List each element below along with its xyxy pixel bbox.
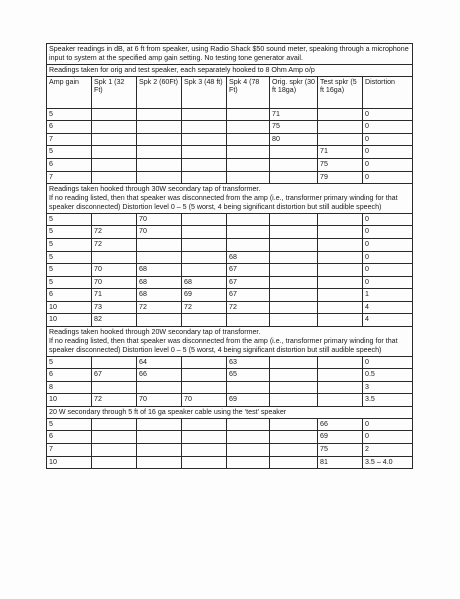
cell-distortion: 0	[363, 251, 413, 264]
cell-spk4	[227, 146, 270, 159]
cell-spk3: 68	[182, 276, 227, 289]
cell-test-spkr: 69	[318, 431, 363, 444]
section-note-row	[47, 64, 413, 76]
cell-spk2	[137, 133, 182, 146]
cell-test-spkr: 75	[318, 158, 363, 171]
cell-distortion: 1	[363, 289, 413, 302]
cell-spk3	[182, 238, 227, 251]
cell-spk4	[227, 238, 270, 251]
cell-spk1: 72	[92, 226, 137, 239]
cell-spk2: 68	[137, 264, 182, 277]
cell-amp-gain: 5	[47, 146, 92, 159]
table-row	[47, 264, 413, 277]
cell-spk3	[182, 456, 227, 469]
cell-amp-gain: 6	[47, 431, 92, 444]
section-note-orig: Readings taken for orig and test speaker, each separately hooked to 8 Ohm Amp o/p	[47, 64, 413, 76]
cell-amp-gain: 7	[47, 171, 92, 184]
cell-orig-spkr	[270, 356, 318, 369]
cell-spk3	[182, 381, 227, 394]
cell-spk3: 70	[182, 394, 227, 407]
table-row	[47, 146, 413, 159]
cell-spk3	[182, 133, 227, 146]
cell-spk3	[182, 264, 227, 277]
cell-distortion: 4	[363, 314, 413, 327]
table-row	[47, 213, 413, 226]
cell-spk1	[92, 431, 137, 444]
cell-spk3	[182, 251, 227, 264]
cell-spk4	[227, 381, 270, 394]
cell-amp-gain: 6	[47, 289, 92, 302]
rows-cable-group	[47, 418, 413, 468]
cell-spk1	[92, 146, 137, 159]
cell-distortion: 2	[363, 444, 413, 457]
section-20w-line1: Readings taken hooked through 20W secondary tap of transformer.	[49, 328, 261, 337]
cell-test-spkr	[318, 226, 363, 239]
cell-spk2: 70	[137, 213, 182, 226]
col-header-spk2: Spk 2 (60Ft)	[137, 76, 182, 108]
cell-spk4	[227, 431, 270, 444]
cell-spk3	[182, 171, 227, 184]
cell-spk3	[182, 158, 227, 171]
table-row	[47, 381, 413, 394]
section-30w-note	[47, 184, 413, 214]
cell-distortion: 0	[363, 226, 413, 239]
cell-amp-gain: 10	[47, 394, 92, 407]
cell-distortion: 0.5	[363, 369, 413, 382]
cell-test-spkr	[318, 121, 363, 134]
cell-spk2: 66	[137, 369, 182, 382]
cell-distortion: 0	[363, 276, 413, 289]
cell-spk2: 70	[137, 226, 182, 239]
cell-distortion: 3.5	[363, 394, 413, 407]
cell-distortion: 0	[363, 158, 413, 171]
cell-orig-spkr	[270, 171, 318, 184]
cell-amp-gain: 5	[47, 276, 92, 289]
cell-spk4	[227, 456, 270, 469]
cell-amp-gain: 5	[47, 251, 92, 264]
table-row	[47, 369, 413, 382]
cell-spk1	[92, 444, 137, 457]
cell-spk1	[92, 356, 137, 369]
cell-spk3	[182, 431, 227, 444]
cell-orig-spkr	[270, 369, 318, 382]
section-20w-note	[47, 327, 413, 357]
cell-test-spkr	[318, 289, 363, 302]
section-20w-line2: If no reading listed, then that speaker was disconnected from the amp (i.e., transformer primary winding for that speaker disconnected) Distortion level 0 – 5 (5 worst, 4 being significant distortion but still audible speech)	[49, 336, 398, 354]
rows-30w-group	[47, 213, 413, 326]
table-row	[47, 121, 413, 134]
table-row	[47, 444, 413, 457]
cell-orig-spkr	[270, 289, 318, 302]
cell-distortion: 0	[363, 146, 413, 159]
cell-distortion: 4	[363, 301, 413, 314]
cell-spk2	[137, 158, 182, 171]
cell-spk1: 73	[92, 301, 137, 314]
cell-spk3: 69	[182, 289, 227, 302]
cell-amp-gain: 7	[47, 444, 92, 457]
cell-orig-spkr	[270, 456, 318, 469]
cell-distortion: 0	[363, 133, 413, 146]
cell-spk4	[227, 444, 270, 457]
cell-spk4	[227, 133, 270, 146]
cell-orig-spkr	[270, 381, 318, 394]
cell-test-spkr	[318, 133, 363, 146]
cell-orig-spkr	[270, 301, 318, 314]
cell-spk3	[182, 356, 227, 369]
cell-spk3	[182, 146, 227, 159]
cell-orig-spkr	[270, 238, 318, 251]
cell-spk1: 72	[92, 238, 137, 251]
cell-spk2: 72	[137, 301, 182, 314]
rows-orig-group	[47, 108, 413, 184]
cell-spk1	[92, 108, 137, 121]
cell-distortion: 3.5 – 4.0	[363, 456, 413, 469]
cell-test-spkr	[318, 369, 363, 382]
cell-test-spkr	[318, 381, 363, 394]
cell-spk1	[92, 418, 137, 431]
cell-orig-spkr	[270, 431, 318, 444]
cell-spk1	[92, 158, 137, 171]
cell-amp-gain: 6	[47, 158, 92, 171]
cell-test-spkr: 81	[318, 456, 363, 469]
cell-spk2	[137, 444, 182, 457]
cell-spk1: 67	[92, 369, 137, 382]
table-row	[47, 356, 413, 369]
section-30w-row	[47, 184, 413, 214]
cell-amp-gain: 5	[47, 213, 92, 226]
cell-amp-gain: 10	[47, 301, 92, 314]
cell-test-spkr	[318, 108, 363, 121]
cell-spk1	[92, 251, 137, 264]
speaker-readings-table	[46, 43, 413, 469]
cell-spk2	[137, 431, 182, 444]
cell-amp-gain: 5	[47, 418, 92, 431]
cell-test-spkr	[318, 213, 363, 226]
cell-spk3	[182, 444, 227, 457]
table-row	[47, 456, 413, 469]
cell-spk1	[92, 213, 137, 226]
cell-distortion: 0	[363, 238, 413, 251]
cell-spk2	[137, 146, 182, 159]
cell-distortion: 0	[363, 356, 413, 369]
cell-spk2	[137, 418, 182, 431]
table-row	[47, 238, 413, 251]
cell-orig-spkr: 80	[270, 133, 318, 146]
cell-test-spkr: 79	[318, 171, 363, 184]
section-20w-row	[47, 327, 413, 357]
cell-amp-gain: 5	[47, 264, 92, 277]
table-row	[47, 418, 413, 431]
table-row	[47, 133, 413, 146]
cell-distortion: 0	[363, 171, 413, 184]
cell-amp-gain: 5	[47, 238, 92, 251]
cell-orig-spkr	[270, 444, 318, 457]
cell-test-spkr	[318, 394, 363, 407]
cell-test-spkr: 71	[318, 146, 363, 159]
cell-spk1: 70	[92, 276, 137, 289]
cell-spk4	[227, 121, 270, 134]
cell-spk2	[137, 108, 182, 121]
cell-distortion: 0	[363, 431, 413, 444]
cell-spk3	[182, 213, 227, 226]
cell-spk2	[137, 238, 182, 251]
cell-spk4	[227, 314, 270, 327]
col-header-spk1: Spk 1 (32 Ft)	[92, 76, 137, 108]
cell-orig-spkr	[270, 213, 318, 226]
table-row	[47, 431, 413, 444]
table-row	[47, 276, 413, 289]
cell-spk4: 68	[227, 251, 270, 264]
cell-spk4	[227, 213, 270, 226]
table-row	[47, 301, 413, 314]
cell-amp-gain: 6	[47, 369, 92, 382]
cell-spk4: 67	[227, 276, 270, 289]
cell-orig-spkr: 75	[270, 121, 318, 134]
cell-spk2	[137, 381, 182, 394]
cell-amp-gain: 5	[47, 226, 92, 239]
cell-spk3: 72	[182, 301, 227, 314]
cell-orig-spkr	[270, 146, 318, 159]
cell-spk2	[137, 171, 182, 184]
cell-orig-spkr	[270, 276, 318, 289]
cell-amp-gain: 10	[47, 314, 92, 327]
header-row	[47, 76, 413, 108]
col-header-distortion: Distortion	[363, 76, 413, 108]
table-row	[47, 251, 413, 264]
cell-spk4	[227, 108, 270, 121]
cell-spk4: 65	[227, 369, 270, 382]
cell-spk1	[92, 121, 137, 134]
cell-spk3	[182, 108, 227, 121]
cell-orig-spkr	[270, 314, 318, 327]
rows-20w-group	[47, 356, 413, 406]
cell-spk1	[92, 133, 137, 146]
cell-spk4	[227, 171, 270, 184]
cell-amp-gain: 5	[47, 356, 92, 369]
cell-spk2: 70	[137, 394, 182, 407]
section-30w-line1: Readings taken hooked through 30W secondary tap of transformer.	[49, 185, 261, 194]
cell-spk2	[137, 251, 182, 264]
section-cable-row	[47, 407, 413, 419]
cell-distortion: 0	[363, 264, 413, 277]
table-row	[47, 171, 413, 184]
col-header-amp-gain: Amp gain	[47, 76, 92, 108]
cell-spk2	[137, 121, 182, 134]
cell-orig-spkr	[270, 251, 318, 264]
cell-test-spkr	[318, 238, 363, 251]
cell-test-spkr	[318, 356, 363, 369]
cell-spk4	[227, 158, 270, 171]
cell-distortion: 0	[363, 213, 413, 226]
cell-spk4: 67	[227, 289, 270, 302]
cell-test-spkr	[318, 301, 363, 314]
cell-spk2: 68	[137, 289, 182, 302]
cell-spk4	[227, 226, 270, 239]
cell-spk2: 64	[137, 356, 182, 369]
cell-spk4: 63	[227, 356, 270, 369]
section-cable-note: 20 W secondary through 5 ft of 16 ga speaker cable using the ‘test’ speaker	[47, 407, 413, 419]
table-row	[47, 314, 413, 327]
cell-orig-spkr	[270, 226, 318, 239]
cell-spk3	[182, 121, 227, 134]
cell-orig-spkr	[270, 394, 318, 407]
cell-orig-spkr	[270, 418, 318, 431]
cell-test-spkr	[318, 276, 363, 289]
cell-test-spkr: 66	[318, 418, 363, 431]
col-header-test-spkr: Test spkr (5 ft 16ga)	[318, 76, 363, 108]
intro-text: Speaker readings in dB, at 6 ft from speaker, using Radio Shack $50 sound meter, speaking through a microphone input to system at the specified amp gain setting. No testing tone generator avail.	[47, 44, 413, 65]
cell-spk1: 72	[92, 394, 137, 407]
cell-spk1: 82	[92, 314, 137, 327]
cell-amp-gain: 7	[47, 133, 92, 146]
cell-spk4: 67	[227, 264, 270, 277]
cell-amp-gain: 10	[47, 456, 92, 469]
cell-spk3	[182, 226, 227, 239]
intro-row	[47, 44, 413, 65]
cell-spk1: 70	[92, 264, 137, 277]
cell-orig-spkr	[270, 158, 318, 171]
cell-spk3	[182, 369, 227, 382]
cell-spk1: 71	[92, 289, 137, 302]
col-header-spk3: Spk 3 (48 ft)	[182, 76, 227, 108]
cell-spk1	[92, 381, 137, 394]
table-row	[47, 289, 413, 302]
cell-test-spkr	[318, 251, 363, 264]
cell-spk2	[137, 314, 182, 327]
col-header-spk4: Spk 4 (78 Ft)	[227, 76, 270, 108]
cell-amp-gain: 8	[47, 381, 92, 394]
table-row	[47, 108, 413, 121]
cell-distortion: 0	[363, 108, 413, 121]
cell-test-spkr	[318, 314, 363, 327]
cell-distortion: 0	[363, 121, 413, 134]
cell-test-spkr	[318, 264, 363, 277]
cell-spk2: 68	[137, 276, 182, 289]
cell-orig-spkr	[270, 264, 318, 277]
cell-spk2	[137, 456, 182, 469]
cell-amp-gain: 6	[47, 121, 92, 134]
cell-spk1	[92, 456, 137, 469]
cell-spk4: 69	[227, 394, 270, 407]
cell-amp-gain: 5	[47, 108, 92, 121]
table-row	[47, 394, 413, 407]
section-30w-line2: If no reading listed, then that speaker was disconnected from the amp (i.e., transformer primary winding for that speaker disconnected) Distortion level 0 – 5 (5 worst, 4 being significant distortion but still audible speech)	[49, 194, 398, 211]
cell-distortion: 3	[363, 381, 413, 394]
table-row	[47, 226, 413, 239]
cell-distortion: 0	[363, 418, 413, 431]
cell-orig-spkr: 71	[270, 108, 318, 121]
col-header-orig-spkr: Orig. spkr (30 ft 18ga)	[270, 76, 318, 108]
cell-spk1	[92, 171, 137, 184]
table-row	[47, 158, 413, 171]
cell-test-spkr: 75	[318, 444, 363, 457]
cell-spk3	[182, 418, 227, 431]
cell-spk4: 72	[227, 301, 270, 314]
cell-spk3	[182, 314, 227, 327]
cell-spk4	[227, 418, 270, 431]
